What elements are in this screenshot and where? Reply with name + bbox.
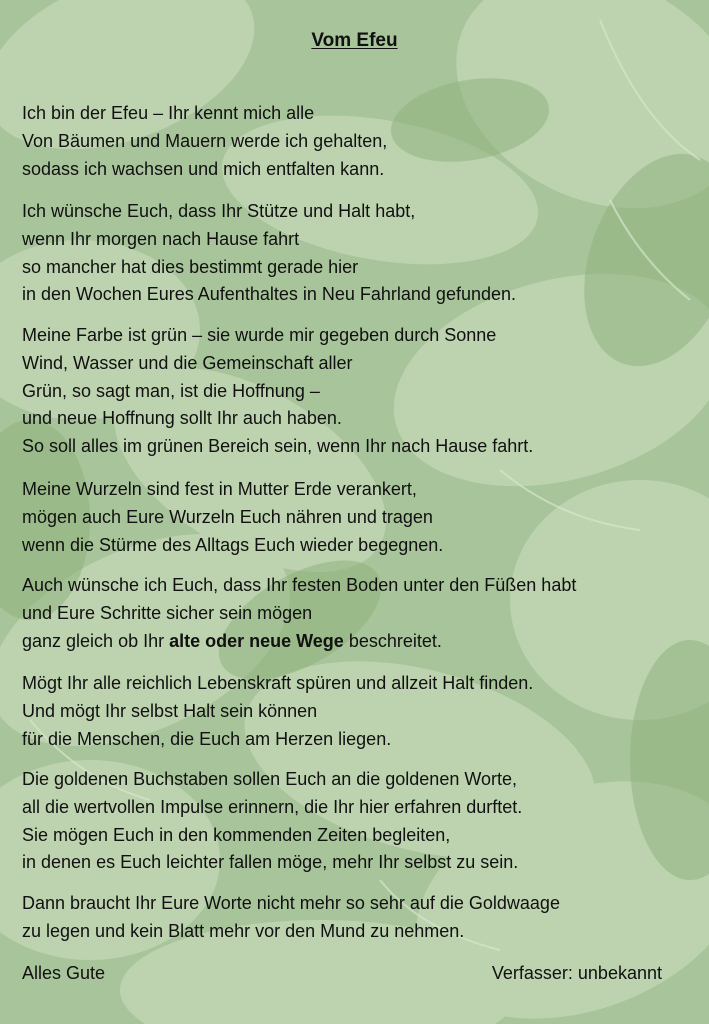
poem-line: Mögt Ihr alle reichlich Lebenskraft spüren und allzeit Halt finden. — [22, 673, 534, 693]
poem-title: Vom Efeu — [311, 30, 398, 51]
poem-line: so mancher hat dies bestimmt gerade hier — [22, 256, 359, 277]
poem-line: So soll alles im grünen Bereich sein, wenn Ihr nach Hause fahrt. — [22, 436, 534, 457]
poem-line: in den Wochen Eures Aufenthaltes in Neu Fahrland gefunden. — [22, 284, 517, 305]
stanza-6 — [22, 670, 692, 753]
poem-line: Auch wünsche ich Euch, dass Ihr festen Boden unter den Füßen habt — [22, 575, 577, 595]
stanza-1 — [22, 100, 692, 183]
poem-line: zu legen und kein Blatt mehr vor den Mund zu nehmen. — [22, 920, 465, 941]
poem-line: in denen es Euch leichter fallen möge, mehr Ihr selbst zu sein. — [22, 852, 519, 873]
stanza-8 — [22, 890, 692, 946]
poem-line: und neue Hoffnung sollt Ihr auch haben. — [22, 408, 342, 429]
poem-line: Grün, so sagt man, ist die Hoffnung – — [22, 380, 320, 401]
stanza-4 — [22, 476, 692, 559]
emph-after: beschreitet. — [343, 630, 442, 651]
stanza-3 — [22, 322, 692, 461]
stanza-2 — [22, 198, 692, 309]
emph-before: ganz gleich ob Ihr — [22, 630, 170, 651]
poem-line: für die Menschen, die Euch am Herzen liegen. — [22, 728, 392, 749]
poem-line: sodass ich wachsen und mich entfalten kann. — [22, 158, 385, 179]
poem-line: Meine Wurzeln sind fest in Mutter Erde verankert, — [22, 479, 417, 499]
poem-line: Die goldenen Buchstaben sollen Euch an die goldenen Worte, — [22, 769, 518, 789]
poem-line: Von Bäumen und Mauern werde ich gehalten, — [22, 130, 388, 151]
stanza-7 — [22, 766, 692, 877]
author-credit: Verfasser: unbekannt — [491, 963, 662, 983]
closing-greeting: Alles Gute — [22, 963, 106, 983]
poem-line: wenn Ihr morgen nach Hause fahrt — [22, 228, 300, 249]
poem-line: wenn die Stürme des Alltags Euch wieder begegnen. — [22, 534, 444, 555]
poem-line: Und mögt Ihr selbst Halt sein können — [22, 700, 318, 721]
emph-bold-text: alte oder neue Wege — [169, 630, 344, 651]
poem-line: Ich wünsche Euch, dass Ihr Stütze und Halt habt, — [22, 201, 416, 221]
poem-line: und Eure Schritte sicher sein mögen — [22, 602, 313, 623]
poem-line: Sie mögen Euch in den kommenden Zeiten begleiten, — [22, 824, 451, 845]
poem-line: Wind, Wasser und die Gemeinschaft aller — [22, 352, 353, 373]
poem-line: Ich bin der Efeu – Ihr kennt mich alle — [22, 103, 315, 123]
poem-line: Meine Farbe ist grün – sie wurde mir gegeben durch Sonne — [22, 325, 497, 345]
poem-line: Dann braucht Ihr Eure Worte nicht mehr so sehr auf die Goldwaage — [22, 893, 560, 913]
stanza-5 — [22, 572, 692, 655]
poem-line: all die wertvollen Impulse erinnern, die Ihr hier erfahren durftet. — [22, 796, 523, 817]
poem-line-emphasis — [22, 628, 692, 656]
poem-line: mögen auch Eure Wurzeln Euch nähren und tragen — [22, 506, 433, 527]
